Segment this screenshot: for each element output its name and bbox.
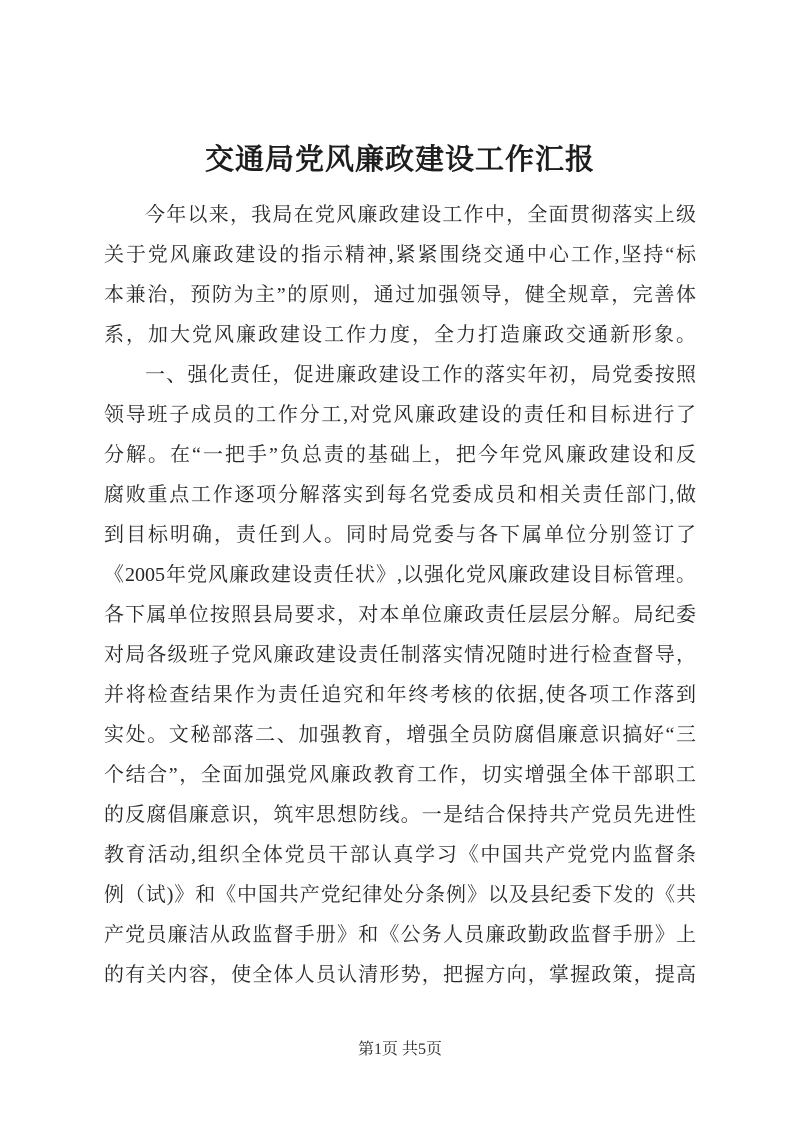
text-line: 系，加大党风廉政建设工作力度，全力打造廉政交通新形象。 (104, 324, 696, 346)
text-line: 关于党风廉政建设的指示精神,紧紧围绕交通中心工作,坚持“标 (104, 244, 696, 266)
text-line: 《2005年党风廉政建设责任状》,以强化党风廉政建设目标管理。 (104, 564, 696, 586)
text-line: 到目标明确，责任到人。同时局党委与各下属单位分别签订了 (104, 524, 696, 546)
text-line: 的反腐倡廉意识，筑牢思想防线。一是结合保持共产党员先进性 (104, 804, 696, 826)
text-line: 一、强化责任，促进廉政建设工作的落实年初，局党委按照 (145, 364, 696, 386)
document-title: 交通局党风廉政建设工作汇报 (204, 144, 595, 176)
text-line: 分解。在“一把手”负总责的基础上，把今年党风廉政建设和反 (104, 444, 696, 466)
text-line: 腐败重点工作逐项分解落实到每名党委成员和相关责任部门,做 (104, 484, 696, 506)
page-footer (0, 1036, 800, 1064)
text-line: 产党员廉洁从政监督手册》和《公务人员廉政勤政监督手册》上 (104, 924, 696, 946)
text-line: 并将检查结果作为责任追究和年终考核的依据,使各项工作落到 (104, 684, 696, 706)
text-line: 实处。文秘部落二、加强教育，增强全员防腐倡廉意识搞好“三 (104, 724, 696, 746)
text-line: 本兼治，预防为主”的原则，通过加强领导，健全规章，完善体 (104, 284, 696, 306)
text-line: 个结合”，全面加强党风廉政教育工作，切实增强全体干部职工 (104, 764, 696, 786)
text-line: 各下属单位按照县局要求，对本单位廉政责任层层分解。局纪委 (104, 604, 696, 626)
text-line: 今年以来，我局在党风廉政建设工作中，全面贯彻落实上级 (145, 204, 696, 226)
text-line: 例（试)》和《中国共产党纪律处分条例》以及县纪委下发的《共 (104, 884, 696, 906)
page-number-label: 第1页 共5页 (357, 1041, 442, 1058)
text-line: 教育活动,组织全体党员干部认真学习《中国共产党党内监督条 (104, 844, 696, 866)
text-line: 领导班子成员的工作分工,对党风廉政建设的责任和目标进行了 (104, 404, 696, 426)
document-body (104, 195, 696, 995)
text-line: 对局各级班子党风廉政建设责任制落实情况随时进行检查督导， (104, 644, 696, 666)
text-line: 的有关内容，使全体人员认清形势，把握方向，掌握政策，提高 (104, 964, 696, 986)
